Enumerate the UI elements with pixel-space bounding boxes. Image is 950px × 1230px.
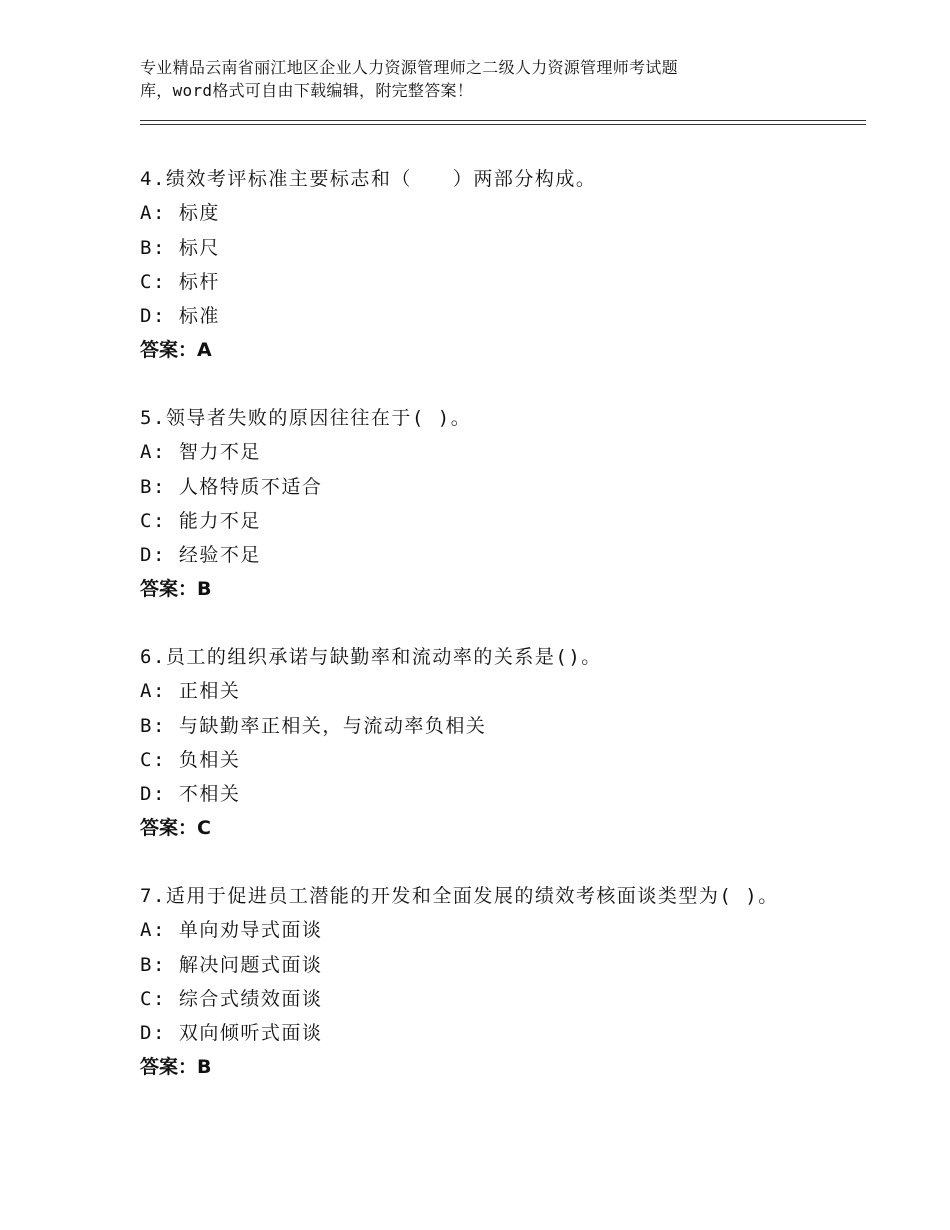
header-title-line-2: 库，word格式可自由下载编辑，附完整答案！ xyxy=(140,81,474,100)
header-divider-top xyxy=(140,120,866,121)
question-5 xyxy=(140,401,840,607)
answer: 答案：C xyxy=(140,817,211,840)
option-c: C: 能力不足 xyxy=(140,509,261,532)
header-title-line-1: 专业精品云南省丽江地区企业人力资源管理师之二级人力资源管理师考试题 xyxy=(140,58,678,77)
option-a: A: 正相关 xyxy=(140,680,241,703)
answer: 答案：B xyxy=(140,578,212,601)
question-4 xyxy=(140,162,840,368)
option-a: A: 智力不足 xyxy=(140,441,261,464)
option-b: B: 解决问题式面谈 xyxy=(140,953,323,976)
option-d: D: 不相关 xyxy=(140,783,241,806)
question-stem: 4.绩效考评标准主要标志和（ ）两部分构成。 xyxy=(140,168,597,190)
option-d: D: 经验不足 xyxy=(140,544,261,567)
option-b: B: 标尺 xyxy=(140,236,220,259)
question-6 xyxy=(140,640,840,846)
option-c: C: 负相关 xyxy=(140,748,241,771)
option-d: D: 标准 xyxy=(140,305,220,328)
option-d: D: 双向倾听式面谈 xyxy=(140,1022,323,1045)
document-header xyxy=(140,56,780,102)
option-c: C: 标杆 xyxy=(140,270,220,293)
option-c: C: 综合式绩效面谈 xyxy=(140,987,323,1010)
question-stem: 5.领导者失败的原因往往在于( )。 xyxy=(140,407,472,429)
option-a: A: 单向劝导式面谈 xyxy=(140,919,323,942)
question-stem: 6.员工的组织承诺与缺勤率和流动率的关系是()。 xyxy=(140,646,602,668)
header-divider-bottom xyxy=(140,124,866,125)
option-a: A: 标度 xyxy=(140,202,220,225)
question-7 xyxy=(140,879,840,1085)
question-stem: 7.适用于促进员工潜能的开发和全面发展的绩效考核面谈类型为( )。 xyxy=(140,885,779,907)
option-b: B: 与缺勤率正相关，与流动率负相关 xyxy=(140,714,487,737)
option-b: B: 人格特质不适合 xyxy=(140,475,323,498)
answer: 答案：A xyxy=(140,339,212,362)
answer: 答案：B xyxy=(140,1056,212,1079)
